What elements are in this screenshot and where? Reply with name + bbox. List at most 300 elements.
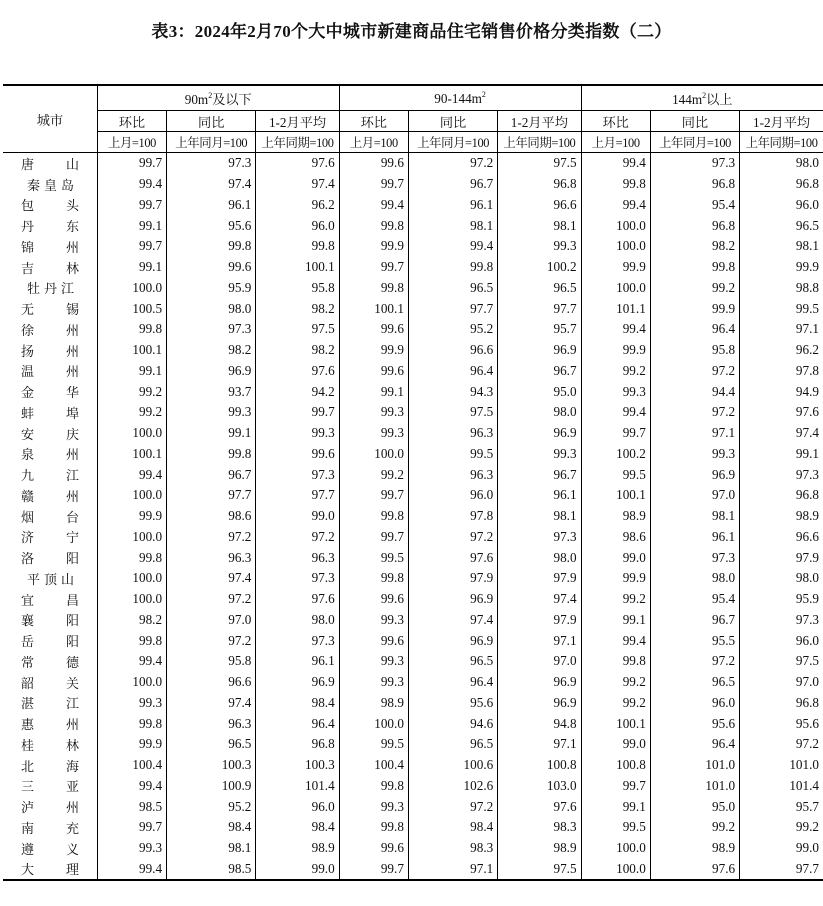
value-cell: 99.8 — [581, 651, 650, 672]
value-cell: 100.4 — [339, 755, 408, 776]
value-cell: 96.8 — [256, 734, 339, 755]
value-cell: 96.7 — [408, 174, 497, 195]
value-cell: 94.2 — [256, 381, 339, 402]
value-cell: 96.6 — [498, 195, 581, 216]
value-cell: 98.0 — [740, 568, 823, 589]
table-row — [3, 298, 823, 319]
value-cell: 96.6 — [167, 672, 256, 693]
value-cell: 96.7 — [498, 361, 581, 382]
value-cell: 97.1 — [498, 630, 581, 651]
value-cell: 97.3 — [256, 464, 339, 485]
city-name: 三亚 — [21, 780, 79, 796]
city-column-header: 城市 — [3, 85, 97, 153]
value-cell: 97.4 — [498, 589, 581, 610]
value-cell: 97.5 — [498, 859, 581, 881]
value-cell: 99.7 — [581, 423, 650, 444]
city-name: 烟台 — [21, 510, 79, 526]
value-cell: 97.7 — [740, 859, 823, 881]
value-cell: 99.6 — [339, 589, 408, 610]
value-cell: 99.8 — [97, 713, 166, 734]
value-cell: 96.9 — [498, 672, 581, 693]
city-cell — [3, 817, 97, 838]
value-cell: 99.9 — [650, 298, 739, 319]
value-cell: 100.0 — [581, 859, 650, 881]
value-cell: 99.4 — [97, 174, 166, 195]
value-cell: 97.2 — [167, 589, 256, 610]
value-cell: 99.3 — [97, 838, 166, 859]
value-cell: 95.6 — [740, 713, 823, 734]
value-cell: 100.9 — [167, 776, 256, 797]
table-row — [3, 734, 823, 755]
value-cell: 97.8 — [408, 506, 497, 527]
value-cell: 99.2 — [339, 464, 408, 485]
value-cell: 98.0 — [167, 298, 256, 319]
value-cell: 95.4 — [650, 195, 739, 216]
value-cell: 99.2 — [650, 278, 739, 299]
base-header-90-below-2: 上年同期=100 — [256, 132, 339, 153]
value-cell: 97.6 — [256, 589, 339, 610]
value-cell: 95.8 — [650, 340, 739, 361]
value-cell: 99.4 — [339, 195, 408, 216]
value-cell: 98.0 — [740, 153, 823, 174]
group-header-90-below: $90m^2$及以下 — [97, 85, 339, 111]
subcol-header-90-144-1: 同比 — [408, 111, 497, 132]
value-cell: 99.3 — [339, 796, 408, 817]
city-cell — [3, 485, 97, 506]
city-cell — [3, 506, 97, 527]
value-cell: 96.8 — [740, 693, 823, 714]
table-row — [3, 672, 823, 693]
value-cell: 97.3 — [167, 319, 256, 340]
value-cell: 96.3 — [167, 713, 256, 734]
value-cell: 99.8 — [97, 319, 166, 340]
city-name: 蚌埠 — [21, 406, 79, 422]
table-row — [3, 464, 823, 485]
value-cell: 101.0 — [650, 776, 739, 797]
value-cell: 99.1 — [97, 257, 166, 278]
city-cell — [3, 174, 97, 195]
value-cell: 95.6 — [650, 713, 739, 734]
value-cell: 97.9 — [498, 568, 581, 589]
value-cell: 100.3 — [256, 755, 339, 776]
value-cell: 98.0 — [256, 610, 339, 631]
value-cell: 99.3 — [167, 402, 256, 423]
table-row — [3, 278, 823, 299]
table-row — [3, 630, 823, 651]
table-row — [3, 838, 823, 859]
table-row — [3, 776, 823, 797]
value-cell: 101.0 — [650, 755, 739, 776]
value-cell: 100.1 — [97, 340, 166, 361]
city-name: 平顶山 — [27, 572, 79, 588]
value-cell: 96.8 — [498, 174, 581, 195]
table-row — [3, 651, 823, 672]
value-cell: 99.8 — [167, 236, 256, 257]
value-cell: 95.6 — [408, 693, 497, 714]
value-cell: 96.1 — [256, 651, 339, 672]
value-cell: 96.4 — [256, 713, 339, 734]
city-cell — [3, 153, 97, 174]
value-cell: 98.3 — [498, 817, 581, 838]
table-row — [3, 713, 823, 734]
value-cell: 99.2 — [97, 381, 166, 402]
value-cell: 95.9 — [740, 589, 823, 610]
city-cell — [3, 257, 97, 278]
value-cell: 96.4 — [650, 319, 739, 340]
value-cell: 101.0 — [740, 755, 823, 776]
value-cell: 96.5 — [740, 215, 823, 236]
value-cell: 97.6 — [256, 153, 339, 174]
value-cell: 98.0 — [498, 402, 581, 423]
value-cell: 97.0 — [167, 610, 256, 631]
city-cell — [3, 236, 97, 257]
value-cell: 99.2 — [740, 817, 823, 838]
value-cell: 94.9 — [740, 381, 823, 402]
value-cell: 97.1 — [740, 319, 823, 340]
city-name: 大理 — [21, 863, 79, 879]
value-cell: 98.3 — [408, 838, 497, 859]
value-cell: 100.0 — [339, 713, 408, 734]
value-cell: 97.5 — [498, 153, 581, 174]
value-cell: 100.0 — [581, 215, 650, 236]
value-cell: 98.1 — [498, 506, 581, 527]
table-row — [3, 506, 823, 527]
subcol-header-144-above-0: 环比 — [581, 111, 650, 132]
city-cell — [3, 527, 97, 548]
value-cell: 97.3 — [650, 153, 739, 174]
value-cell: 97.2 — [167, 630, 256, 651]
city-cell — [3, 464, 97, 485]
city-name: 遵义 — [21, 842, 79, 858]
value-cell: 98.1 — [740, 236, 823, 257]
city-cell — [3, 734, 97, 755]
value-cell: 99.7 — [339, 257, 408, 278]
value-cell: 99.7 — [97, 817, 166, 838]
value-cell: 96.9 — [498, 340, 581, 361]
city-cell — [3, 859, 97, 881]
value-cell: 99.4 — [581, 195, 650, 216]
value-cell: 100.8 — [581, 755, 650, 776]
city-cell — [3, 589, 97, 610]
subcol-header-90-below-2: 1-2月平均 — [256, 111, 339, 132]
city-name: 赣州 — [21, 489, 79, 505]
value-cell: 99.2 — [650, 817, 739, 838]
value-cell: 99.5 — [581, 817, 650, 838]
value-cell: 97.3 — [256, 568, 339, 589]
value-cell: 98.6 — [167, 506, 256, 527]
value-cell: 97.4 — [167, 174, 256, 195]
value-cell: 98.1 — [498, 215, 581, 236]
value-cell: 99.6 — [256, 444, 339, 465]
value-cell: 98.9 — [650, 838, 739, 859]
city-name: 南充 — [21, 821, 79, 837]
value-cell: 96.2 — [740, 340, 823, 361]
city-name: 吉林 — [21, 261, 79, 277]
value-cell: 96.7 — [167, 464, 256, 485]
base-header-90-below-0: 上月=100 — [97, 132, 166, 153]
value-cell: 101.4 — [256, 776, 339, 797]
base-header-90-144-0: 上月=100 — [339, 132, 408, 153]
value-cell: 97.3 — [740, 610, 823, 631]
value-cell: 98.1 — [167, 838, 256, 859]
city-name: 惠州 — [21, 718, 79, 734]
value-cell: 99.4 — [408, 236, 497, 257]
value-cell: 96.5 — [408, 651, 497, 672]
value-cell: 96.1 — [650, 527, 739, 548]
value-cell: 97.6 — [498, 796, 581, 817]
value-cell: 96.1 — [167, 195, 256, 216]
value-cell: 98.9 — [581, 506, 650, 527]
value-cell: 97.2 — [740, 734, 823, 755]
subcol-header-90-below-0: 环比 — [97, 111, 166, 132]
city-name: 宜昌 — [21, 593, 79, 609]
value-cell: 99.4 — [97, 859, 166, 881]
value-cell: 98.2 — [256, 340, 339, 361]
city-cell — [3, 444, 97, 465]
city-cell — [3, 651, 97, 672]
value-cell: 99.4 — [97, 776, 166, 797]
value-cell: 99.9 — [339, 236, 408, 257]
value-cell: 99.7 — [256, 402, 339, 423]
value-cell: 102.6 — [408, 776, 497, 797]
value-cell: 95.6 — [167, 215, 256, 236]
value-cell: 99.7 — [339, 485, 408, 506]
value-cell: 99.1 — [97, 361, 166, 382]
value-cell: 99.7 — [339, 527, 408, 548]
city-name: 扬州 — [21, 344, 79, 360]
city-name: 唐山 — [21, 157, 79, 173]
value-cell: 97.7 — [498, 298, 581, 319]
value-cell: 97.9 — [498, 610, 581, 631]
value-cell: 98.9 — [339, 693, 408, 714]
value-cell: 96.9 — [256, 672, 339, 693]
value-cell: 99.8 — [97, 630, 166, 651]
value-cell: 99.7 — [97, 153, 166, 174]
city-name: 襄阳 — [21, 614, 79, 630]
value-cell: 99.8 — [167, 444, 256, 465]
value-cell: 97.5 — [740, 651, 823, 672]
value-cell: 99.9 — [740, 257, 823, 278]
value-cell: 99.2 — [581, 589, 650, 610]
value-cell: 98.0 — [498, 547, 581, 568]
table-row — [3, 755, 823, 776]
value-cell: 100.1 — [256, 257, 339, 278]
value-cell: 99.4 — [97, 651, 166, 672]
value-cell: 98.0 — [650, 568, 739, 589]
value-cell: 99.9 — [581, 257, 650, 278]
value-cell: 94.3 — [408, 381, 497, 402]
value-cell: 99.4 — [581, 402, 650, 423]
city-cell — [3, 340, 97, 361]
value-cell: 99.3 — [650, 444, 739, 465]
value-cell: 96.6 — [408, 340, 497, 361]
value-cell: 99.6 — [339, 838, 408, 859]
city-name: 泉州 — [21, 448, 79, 464]
table-row — [3, 174, 823, 195]
value-cell: 97.9 — [740, 547, 823, 568]
value-cell: 99.1 — [339, 381, 408, 402]
city-cell — [3, 672, 97, 693]
value-cell: 97.1 — [498, 734, 581, 755]
value-cell: 96.3 — [408, 423, 497, 444]
city-name: 桂林 — [21, 738, 79, 754]
value-cell: 99.5 — [339, 734, 408, 755]
city-name: 岳阳 — [21, 635, 79, 651]
city-cell — [3, 215, 97, 236]
value-cell: 98.2 — [97, 610, 166, 631]
value-cell: 99.8 — [339, 506, 408, 527]
table-row — [3, 859, 823, 881]
value-cell: 97.5 — [408, 402, 497, 423]
value-cell: 94.8 — [498, 713, 581, 734]
value-cell: 97.3 — [498, 527, 581, 548]
value-cell: 100.5 — [97, 298, 166, 319]
value-cell: 99.8 — [256, 236, 339, 257]
value-cell: 99.1 — [97, 215, 166, 236]
base-header-144-above-1: 上年同月=100 — [650, 132, 739, 153]
city-cell — [3, 755, 97, 776]
value-cell: 99.7 — [581, 776, 650, 797]
value-cell: 98.4 — [167, 817, 256, 838]
table-row — [3, 817, 823, 838]
table-row — [3, 444, 823, 465]
base-header-90-144-2: 上年同期=100 — [498, 132, 581, 153]
value-cell: 100.0 — [339, 444, 408, 465]
value-cell: 97.0 — [650, 485, 739, 506]
value-cell: 98.5 — [167, 859, 256, 881]
value-cell: 98.4 — [256, 693, 339, 714]
value-cell: 99.5 — [740, 298, 823, 319]
base-header-144-above-2: 上年同期=100 — [740, 132, 823, 153]
table-row — [3, 796, 823, 817]
value-cell: 99.3 — [581, 381, 650, 402]
value-cell: 98.5 — [97, 796, 166, 817]
city-name: 温州 — [21, 365, 79, 381]
value-cell: 99.8 — [339, 817, 408, 838]
value-cell: 97.6 — [408, 547, 497, 568]
city-name: 锦州 — [21, 240, 79, 256]
city-name: 包头 — [21, 199, 79, 215]
city-name: 韶关 — [21, 676, 79, 692]
value-cell: 96.0 — [408, 485, 497, 506]
value-cell: 99.4 — [581, 153, 650, 174]
table-row — [3, 319, 823, 340]
subcol-header-90-144-0: 环比 — [339, 111, 408, 132]
value-cell: 99.2 — [581, 672, 650, 693]
value-cell: 99.6 — [339, 153, 408, 174]
city-name: 牡丹江 — [27, 282, 79, 298]
value-cell: 100.0 — [97, 568, 166, 589]
value-cell: 100.6 — [408, 755, 497, 776]
value-cell: 96.3 — [408, 464, 497, 485]
table-row — [3, 257, 823, 278]
value-cell: 99.0 — [256, 859, 339, 881]
value-cell: 99.3 — [97, 693, 166, 714]
city-cell — [3, 776, 97, 797]
value-cell: 94.6 — [408, 713, 497, 734]
value-cell: 97.5 — [256, 319, 339, 340]
value-cell: 99.3 — [256, 423, 339, 444]
city-name: 常德 — [21, 655, 79, 671]
value-cell: 99.9 — [97, 734, 166, 755]
city-cell — [3, 610, 97, 631]
value-cell: 97.6 — [740, 402, 823, 423]
group-header-90-144: $90-144m^2$ — [339, 85, 581, 111]
value-cell: 98.2 — [650, 236, 739, 257]
value-cell: 100.0 — [97, 485, 166, 506]
city-name: 北海 — [21, 759, 79, 775]
city-name: 徐州 — [21, 323, 79, 339]
value-cell: 97.1 — [650, 423, 739, 444]
value-cell: 96.3 — [167, 547, 256, 568]
value-cell: 96.9 — [408, 630, 497, 651]
value-cell: 97.3 — [650, 547, 739, 568]
value-cell: 96.9 — [408, 589, 497, 610]
value-cell: 98.4 — [256, 817, 339, 838]
value-cell: 99.6 — [339, 361, 408, 382]
table-row — [3, 589, 823, 610]
value-cell: 99.3 — [339, 610, 408, 631]
table-row — [3, 215, 823, 236]
group-header-144-above: $144m^2$以上 — [581, 85, 823, 111]
value-cell: 96.6 — [740, 527, 823, 548]
city-cell — [3, 298, 97, 319]
value-cell: 95.2 — [408, 319, 497, 340]
value-cell: 97.2 — [408, 796, 497, 817]
table-row — [3, 610, 823, 631]
city-cell — [3, 630, 97, 651]
value-cell: 98.1 — [408, 215, 497, 236]
city-name: 洛阳 — [21, 552, 79, 568]
value-cell: 100.1 — [581, 485, 650, 506]
value-cell: 103.0 — [498, 776, 581, 797]
value-cell: 100.2 — [581, 444, 650, 465]
value-cell: 99.0 — [256, 506, 339, 527]
value-cell: 96.1 — [498, 485, 581, 506]
value-cell: 98.6 — [581, 527, 650, 548]
value-cell: 96.5 — [498, 278, 581, 299]
value-cell: 97.7 — [167, 485, 256, 506]
value-cell: 93.7 — [167, 381, 256, 402]
value-cell: 99.7 — [97, 195, 166, 216]
value-cell: 95.7 — [740, 796, 823, 817]
subcol-header-90-below-1: 同比 — [167, 111, 256, 132]
value-cell: 95.0 — [498, 381, 581, 402]
value-cell: 96.5 — [167, 734, 256, 755]
value-cell: 99.0 — [740, 838, 823, 859]
value-cell: 95.7 — [498, 319, 581, 340]
value-cell: 98.2 — [167, 340, 256, 361]
value-cell: 98.8 — [740, 278, 823, 299]
value-cell: 99.3 — [339, 423, 408, 444]
table-row — [3, 547, 823, 568]
value-cell: 99.9 — [97, 506, 166, 527]
value-cell: 99.6 — [339, 319, 408, 340]
city-cell — [3, 838, 97, 859]
subcol-header-90-144-2: 1-2月平均 — [498, 111, 581, 132]
table-row — [3, 361, 823, 382]
value-cell: 95.8 — [256, 278, 339, 299]
value-cell: 97.4 — [408, 610, 497, 631]
city-cell — [3, 361, 97, 382]
value-cell: 95.4 — [650, 589, 739, 610]
value-cell: 96.7 — [498, 464, 581, 485]
table-row — [3, 340, 823, 361]
value-cell: 98.2 — [256, 298, 339, 319]
value-cell: 96.7 — [650, 610, 739, 631]
value-cell: 96.4 — [408, 361, 497, 382]
table-row — [3, 153, 823, 174]
